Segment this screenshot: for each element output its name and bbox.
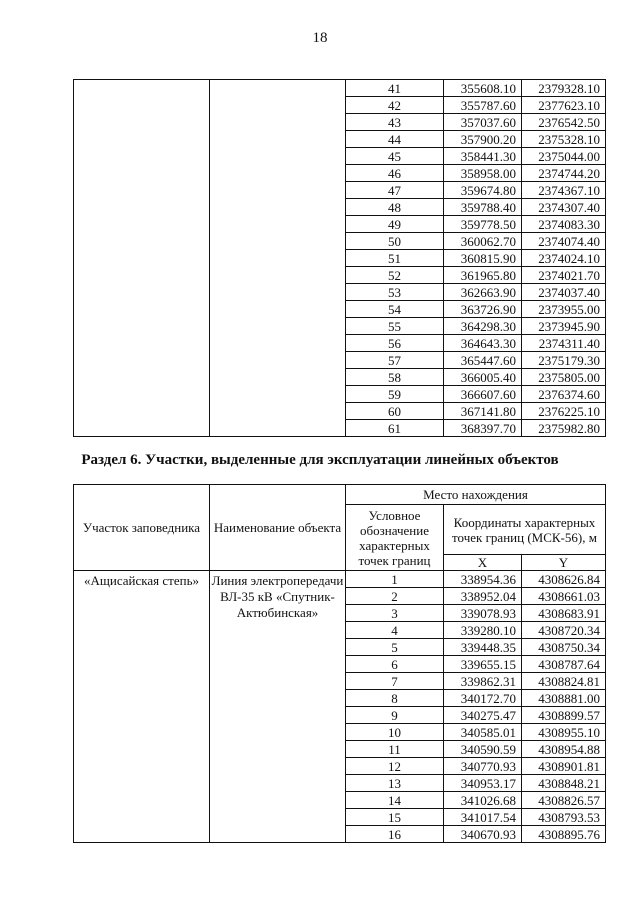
coord-y: 4308750.34 <box>522 639 606 656</box>
coord-y: 4308955.10 <box>522 724 606 741</box>
point-number: 2 <box>346 588 444 605</box>
coord-x: 366005.40 <box>444 369 522 386</box>
coord-y: 2373955.00 <box>522 301 606 318</box>
coord-x: 340953.17 <box>444 775 522 792</box>
coord-y: 2375328.10 <box>522 131 606 148</box>
coord-y: 2375044.00 <box>522 148 606 165</box>
coord-x: 340275.47 <box>444 707 522 724</box>
coord-x: 340670.93 <box>444 826 522 843</box>
coordinates-table-continued <box>73 79 606 437</box>
coord-x: 368397.70 <box>444 420 522 437</box>
coord-y: 2374074.40 <box>522 233 606 250</box>
coord-y: 2374744.20 <box>522 165 606 182</box>
coord-y: 2377623.10 <box>522 97 606 114</box>
point-number: 59 <box>346 386 444 403</box>
point-number: 60 <box>346 403 444 420</box>
coord-x: 360815.90 <box>444 250 522 267</box>
point-number: 49 <box>346 216 444 233</box>
coord-y: 4308824.81 <box>522 673 606 690</box>
coord-y: 4308661.03 <box>522 588 606 605</box>
point-number: 5 <box>346 639 444 656</box>
coord-y: 2376225.10 <box>522 403 606 420</box>
empty-object-cell <box>210 80 346 437</box>
coord-y: 2374367.10 <box>522 182 606 199</box>
coord-x: 367141.80 <box>444 403 522 420</box>
point-number: 15 <box>346 809 444 826</box>
point-number: 13 <box>346 775 444 792</box>
coord-y: 2375179.30 <box>522 352 606 369</box>
point-number: 4 <box>346 622 444 639</box>
coord-y: 4308881.00 <box>522 690 606 707</box>
coord-x: 366607.60 <box>444 386 522 403</box>
point-number: 46 <box>346 165 444 182</box>
coord-x: 341026.68 <box>444 792 522 809</box>
coord-x: 364643.30 <box>444 335 522 352</box>
point-number: 61 <box>346 420 444 437</box>
coord-x: 359788.40 <box>444 199 522 216</box>
coord-x: 340172.70 <box>444 690 522 707</box>
header-y: Y <box>522 555 606 571</box>
point-number: 42 <box>346 97 444 114</box>
point-number: 41 <box>346 80 444 97</box>
coord-y: 4308626.84 <box>522 571 606 588</box>
coord-y: 4308793.53 <box>522 809 606 826</box>
table-row <box>74 80 606 97</box>
site-name: «Ащисайская степь» <box>74 571 210 843</box>
point-number: 58 <box>346 369 444 386</box>
coord-x: 359674.80 <box>444 182 522 199</box>
coord-x: 339078.93 <box>444 605 522 622</box>
point-number: 52 <box>346 267 444 284</box>
coord-y: 4308899.57 <box>522 707 606 724</box>
point-number: 44 <box>346 131 444 148</box>
point-number: 9 <box>346 707 444 724</box>
header-location: Место нахождения <box>346 485 606 505</box>
header-coordinates: Координаты характерных точек границ (МСК-56), м <box>444 505 606 555</box>
coord-x: 359778.50 <box>444 216 522 233</box>
point-number: 45 <box>346 148 444 165</box>
page-number: 18 <box>312 30 328 46</box>
point-number: 51 <box>346 250 444 267</box>
header-object: Наименование объекта <box>210 485 346 571</box>
coord-y: 2375805.00 <box>522 369 606 386</box>
object-name: Линия электропередачи ВЛ-35 кВ «Спутник-Актюбинская» <box>210 571 346 843</box>
coord-y: 4308895.76 <box>522 826 606 843</box>
point-number: 16 <box>346 826 444 843</box>
point-number: 12 <box>346 758 444 775</box>
coord-y: 2374037.40 <box>522 284 606 301</box>
coord-x: 361965.80 <box>444 267 522 284</box>
coord-x: 341017.54 <box>444 809 522 826</box>
coord-x: 360062.70 <box>444 233 522 250</box>
coord-x: 358441.30 <box>444 148 522 165</box>
table-header <box>74 485 606 571</box>
coord-x: 362663.90 <box>444 284 522 301</box>
table-row <box>74 571 606 588</box>
coord-x: 355787.60 <box>444 97 522 114</box>
coord-y: 2374311.40 <box>522 335 606 352</box>
point-number: 57 <box>346 352 444 369</box>
coord-x: 357900.20 <box>444 131 522 148</box>
point-number: 8 <box>346 690 444 707</box>
coord-y: 4308720.34 <box>522 622 606 639</box>
point-number: 7 <box>346 673 444 690</box>
section-title: Раздел 6. Участки, выделенные для эксплуатации линейных объектов <box>81 452 559 468</box>
coord-y: 2374307.40 <box>522 199 606 216</box>
coord-y: 2379328.10 <box>522 80 606 97</box>
point-number: 53 <box>346 284 444 301</box>
coord-x: 339655.15 <box>444 656 522 673</box>
empty-site-cell <box>74 80 210 437</box>
bottom-table-body <box>74 571 606 843</box>
coord-x: 357037.60 <box>444 114 522 131</box>
coord-y: 2376542.50 <box>522 114 606 131</box>
header-x: X <box>444 555 522 571</box>
top-table-body <box>74 80 606 437</box>
coord-x: 340590.59 <box>444 741 522 758</box>
header-site: Участок заповедника <box>74 485 210 571</box>
coord-y: 2374021.70 <box>522 267 606 284</box>
point-number: 11 <box>346 741 444 758</box>
coord-x: 338952.04 <box>444 588 522 605</box>
coord-x: 339448.35 <box>444 639 522 656</box>
coord-x: 358958.00 <box>444 165 522 182</box>
coord-x: 363726.90 <box>444 301 522 318</box>
coord-y: 4308901.81 <box>522 758 606 775</box>
point-number: 50 <box>346 233 444 250</box>
coord-x: 364298.30 <box>444 318 522 335</box>
point-number: 43 <box>346 114 444 131</box>
coord-x: 339280.10 <box>444 622 522 639</box>
coord-y: 4308826.57 <box>522 792 606 809</box>
point-number: 55 <box>346 318 444 335</box>
header-point-designation: Условное обозначение характерных точек границ <box>346 505 444 571</box>
point-number: 54 <box>346 301 444 318</box>
coord-y: 2376374.60 <box>522 386 606 403</box>
coord-y: 4308683.91 <box>522 605 606 622</box>
coord-x: 365447.60 <box>444 352 522 369</box>
coord-y: 2373945.90 <box>522 318 606 335</box>
coord-x: 340770.93 <box>444 758 522 775</box>
coord-x: 338954.36 <box>444 571 522 588</box>
point-number: 56 <box>346 335 444 352</box>
point-number: 3 <box>346 605 444 622</box>
point-number: 47 <box>346 182 444 199</box>
coord-y: 2375982.80 <box>522 420 606 437</box>
linear-objects-table <box>73 484 606 843</box>
point-number: 1 <box>346 571 444 588</box>
point-number: 48 <box>346 199 444 216</box>
coord-y: 4308954.88 <box>522 741 606 758</box>
coord-x: 339862.31 <box>444 673 522 690</box>
point-number: 10 <box>346 724 444 741</box>
coord-y: 4308848.21 <box>522 775 606 792</box>
point-number: 6 <box>346 656 444 673</box>
coord-y: 2374024.10 <box>522 250 606 267</box>
coord-x: 340585.01 <box>444 724 522 741</box>
coord-y: 4308787.64 <box>522 656 606 673</box>
coord-x: 355608.10 <box>444 80 522 97</box>
coord-y: 2374083.30 <box>522 216 606 233</box>
point-number: 14 <box>346 792 444 809</box>
